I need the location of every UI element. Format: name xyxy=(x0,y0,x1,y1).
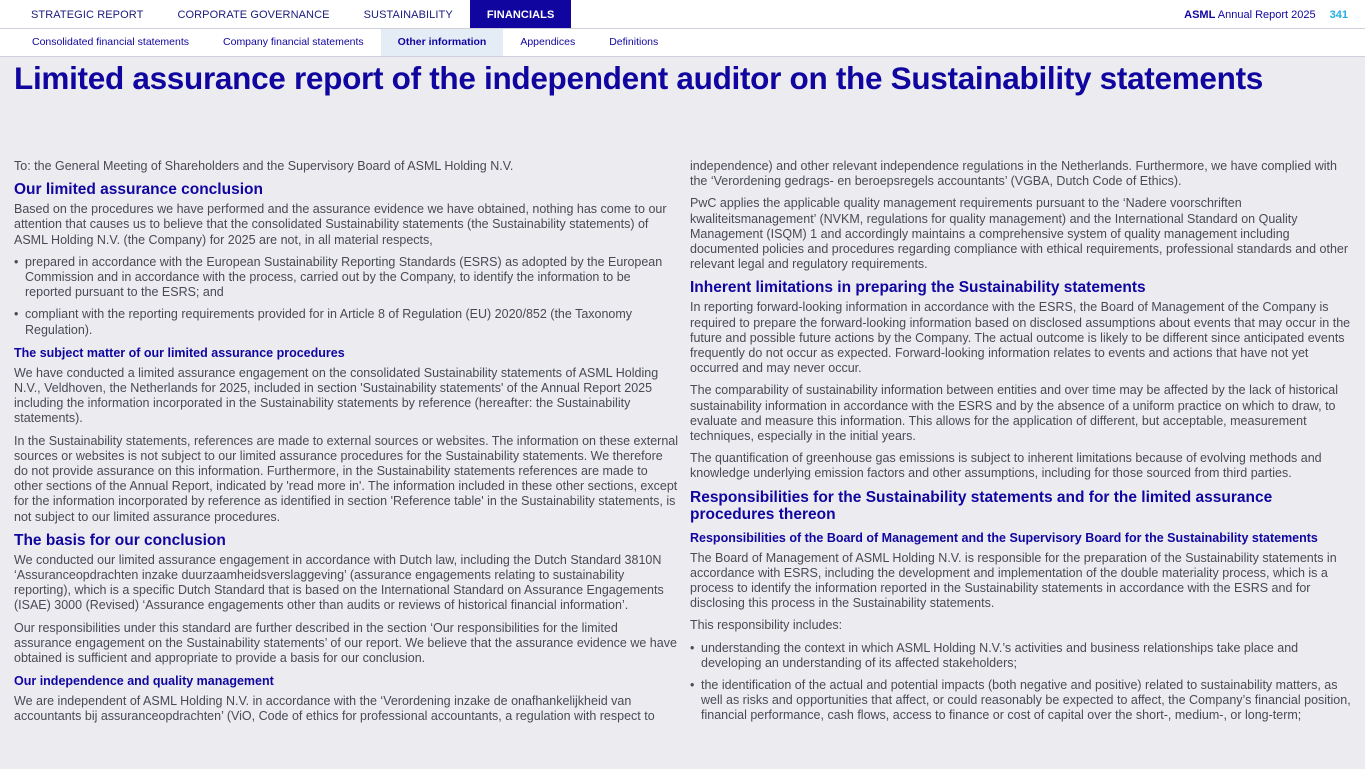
tab-financials[interactable]: FINANCIALS xyxy=(470,0,572,28)
heading-board-responsibilities: Responsibilities of the Board of Management and the Supervisory Board for the Sustainability statements xyxy=(690,530,1318,545)
heading-inherent-limitations: Inherent limitations in preparing the Sustainability statements xyxy=(690,279,1146,297)
tab-sustainability[interactable]: SUSTAINABILITY xyxy=(363,9,453,21)
right-column xyxy=(690,159,1354,731)
left-column xyxy=(14,159,678,732)
report-brand xyxy=(1184,0,1348,28)
bullet-icon: • xyxy=(690,678,695,693)
subtab-other-information[interactable]: Other information xyxy=(381,29,504,56)
list-item xyxy=(690,678,1354,724)
heading-independence-quality: Our independence and quality management xyxy=(14,674,274,689)
bullet-text: prepared in accordance with the European Sustainability Reporting Standards (ESRS) as adopted by the European Commission and in accordance with the process, carried out by the Company, to identify the information to be reported pursuant to the ESRS; and xyxy=(25,254,663,300)
bullet-icon: • xyxy=(690,640,695,655)
report-title: Annual Report 2025 xyxy=(1215,9,1316,21)
basis-paragraph-2: Our responsibilities under this standard are further described in the section ‘Our responsibilities for the limited assurance engagement on the Sustainability statements’ of our report. We believe that the assurance evidence we have obtained is sufficient and appropriate to provide a basis for our conclusion. xyxy=(14,620,677,666)
bullet-text: the identification of the actual and potential impacts (both negative and positive) related to sustainability matters, as well as risks and opportunities that affect, or could reasonably be expected to affect, the Company’s financial position, financial performance, cash flows, access to finance or cost of capital over the short-, medium-, or long-term; xyxy=(701,678,1351,723)
pwc-quality-paragraph: PwC applies the applicable quality management requirements pursuant to the ‘Nadere voorschriften kwaliteitsmanagement’ (NVKM, regulations for quality management) and the International Standard on Quality Management (ISQM) 1 and accordingly maintains a comprehensive system of quality management including documented policies and procedures regarding compliance with ethical requirements, professional standards and other relevant legal and regulatory requirements. xyxy=(690,196,1349,272)
responsibilities-bullet-list xyxy=(690,641,1354,724)
bullet-text: understanding the context in which ASML Holding N.V.’s activities and business relationships take place and developing an understanding of its affected stakeholders; xyxy=(701,640,1299,670)
addressee-line: To: the General Meeting of Shareholders and the Supervisory Board of ASML Holding N.V. xyxy=(14,159,514,173)
bullet-text: compliant with the reporting requirements provided for in Article 8 of Regulation (EU) 2020/852 (the Taxonomy Regulation). xyxy=(25,307,633,337)
section-tabs xyxy=(14,0,571,28)
page-title: Limited assurance report of the independent auditor on the Sustainability statements xyxy=(14,60,1263,96)
bullet-icon: • xyxy=(14,254,19,269)
subject-paragraph-2: In the Sustainability statements, references are made to external sources or websites. The information on these external sources or websites is not subject to our limited assurance procedures for the Sustainability statements. We therefore do not provide assurance on this information. Furthermore, in the Sustainability statements references are made to other sections of the Annual Report, indicated by 'read more in'. The information included in these other sections, except for the information incorporated by reference as identified in section 'Reference table' in the Sustainability statements, is not subject to our limited assurance procedures. xyxy=(14,433,679,524)
tab-strategic-report[interactable]: STRATEGIC REPORT xyxy=(31,9,144,21)
heading-subject-matter: The subject matter of our limited assurance procedures xyxy=(14,345,345,360)
subtab-consolidated-financial-statements[interactable]: Consolidated financial statements xyxy=(32,36,190,48)
heading-responsibilities: Responsibilities for the Sustainability statements and for the limited assurance procedures thereon xyxy=(690,488,1273,523)
independence-paragraph: We are independent of ASML Holding N.V. in accordance with the ‘Verordening inzake de onafhankelijkheid van accountants bij assuranceopdrachten’ (ViO, Code of ethics for professional accountants, a regulation with respect to xyxy=(14,694,655,724)
sub-navigation-bar xyxy=(0,29,1365,57)
bullet-icon: • xyxy=(14,307,19,322)
conclusion-bullet-list xyxy=(14,255,678,338)
inherent-paragraph-2: The comparability of sustainability information between entities and over time may be affected by the lack of historical sustainability information in accordance with the ESRS and by the absence of a uniform practice on which to draw, to evaluate and measure this information. This allows for the application of different, but acceptable, measurement techniques, especially in the initial years. xyxy=(690,383,1339,444)
brand-name: ASML xyxy=(1184,9,1216,21)
subject-paragraph-1: We have conducted a limited assurance engagement on the consolidated Sustainability statements of ASML Holding N.V., Veldhoven, the Netherlands for 2025, included in section 'Sustainability statements' of the Annual Report 2025 including the information incorporated in the Sustainability statements by reference (hereafter: the Sustainability statements). xyxy=(14,365,659,426)
inherent-paragraph-3: The quantification of greenhouse gas emissions is subject to inherent limitations because of evolving methods and knowledge underlying emission factors and other assumptions, including for those sourced from third parties. xyxy=(690,451,1322,481)
responsibilities-paragraph-2: This responsibility includes: xyxy=(690,618,843,633)
subsection-tabs xyxy=(15,29,675,56)
independence-continued-paragraph: independence) and other relevant independence regulations in the Netherlands. Furthermore, we have complied with the ‘Verordening gedrags- en beroepsregels accountants’ (VGBA, Dutch Code of Ethics). xyxy=(690,159,1337,189)
responsibilities-paragraph-1: The Board of Management of ASML Holding N.V. is responsible for the preparation of the Sustainability statements in accordance with ESRS, including the development and implementation of the double materiality process, which is a process to identify the information reported in the Sustainability statements in accordance with the ESRS and for disclosing this process in the Sustainability statements. xyxy=(690,550,1337,611)
heading-limited-assurance-conclusion: Our limited assurance conclusion xyxy=(14,181,263,199)
page-number: 341 xyxy=(1329,9,1348,21)
conclusion-paragraph: Based on the procedures we have performed and the assurance evidence we have obtained, nothing has come to our attention that causes us to believe that the consolidated Sustainability statements (the Sustainability statements) of ASML Holding N.V. (the Company) for 2025 are not, in all material respects, xyxy=(14,202,667,247)
list-item xyxy=(14,307,678,337)
basis-paragraph-1: We conducted our limited assurance engagement in accordance with Dutch law, including the Dutch Standard 3810N ‘Assuranceopdrachten inzake duurzaamheidsverslaggeving’ (assurance engagements relating to sustainability reporting), which is a specific Dutch Standard that is based on the International Standard on Assurance Engagements (ISAE) 3000 (Revised) ‘Assurance engagements other than audits or reviews of historical financial information’. xyxy=(14,552,664,613)
subtab-appendices[interactable]: Appendices xyxy=(520,36,576,48)
list-item xyxy=(690,641,1354,671)
subtab-definitions[interactable]: Definitions xyxy=(609,36,659,48)
list-item xyxy=(14,255,678,301)
top-navigation-bar xyxy=(0,0,1365,29)
heading-basis-for-conclusion: The basis for our conclusion xyxy=(14,531,226,549)
inherent-paragraph-1: In reporting forward-looking information in accordance with the ESRS, the Board of Management of the Company is required to prepare the forward-looking information based on disclosed assumptions about events that may occur in the future and possible future actions by the Company. The actual outcome is likely to be different since anticipated events frequently do not occur as expected. Forward-looking information relates to events and actions that have not yet occurred and may never occur. xyxy=(690,300,1351,376)
subtab-company-financial-statements[interactable]: Company financial statements xyxy=(223,36,364,48)
tab-corporate-governance[interactable]: CORPORATE GOVERNANCE xyxy=(177,9,330,21)
